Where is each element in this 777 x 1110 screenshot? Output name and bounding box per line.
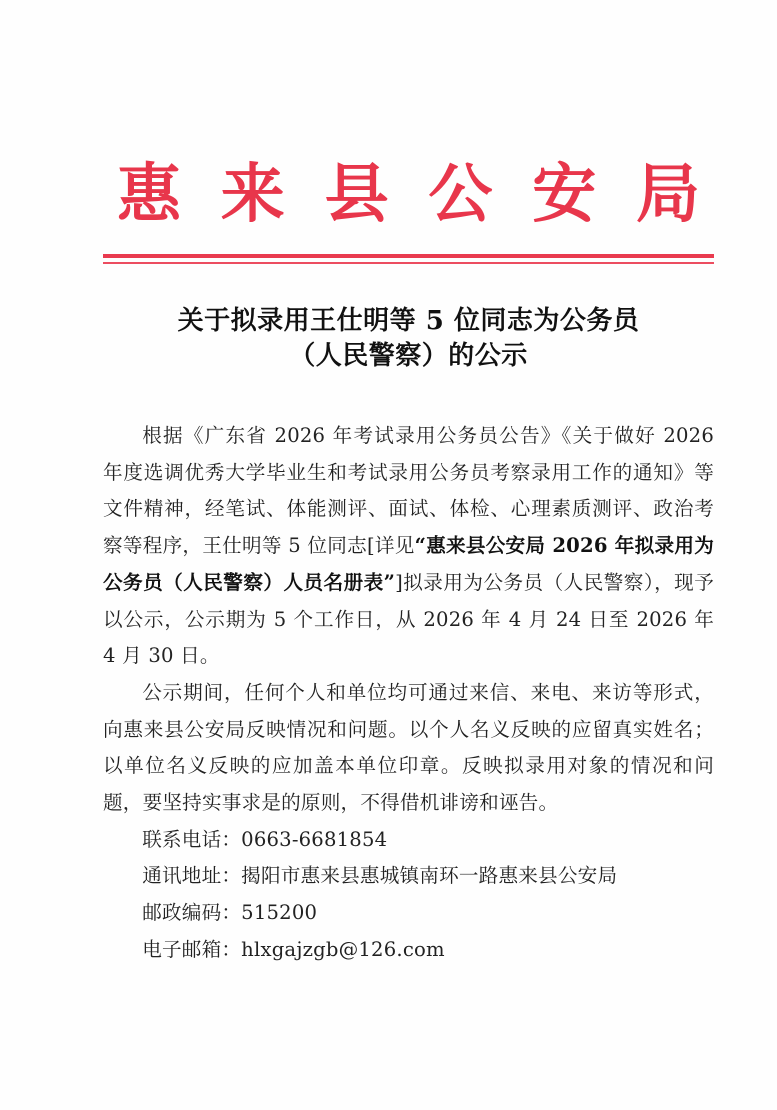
document-body — [103, 418, 714, 969]
letterhead-char: 来 — [220, 157, 285, 232]
contact-email-value: hlxgajzgb@126.com — [241, 937, 445, 961]
contact-address — [103, 858, 714, 895]
body-paragraph-2: 公示期间，任何个人和单位均可通过来信、来电、来访等形式，向惠来县公安局反映情况和问题。以个人名义反映的应留真实姓名；以单位名义反映的应加盖本单位印章。反映拟录用对象的情况和问题，要坚持实事求是的原则，不得借机诽谤和诬告。 — [103, 680, 714, 815]
letterhead-char: 公 — [428, 157, 493, 232]
letterhead-char: 安 — [532, 157, 597, 232]
letterhead-char: 惠 — [117, 157, 181, 232]
contact-postcode-value: 515200 — [241, 901, 318, 925]
letterhead-char: 局 — [635, 157, 700, 232]
letterhead-divider-thin — [103, 262, 714, 264]
letterhead-char: 县 — [324, 157, 389, 232]
contact-email-label: 电子邮箱： — [142, 937, 242, 961]
document-title — [103, 304, 714, 374]
contact-phone — [103, 822, 714, 859]
contact-address-label: 通讯地址： — [142, 864, 242, 888]
letterhead-divider-thick — [103, 254, 714, 258]
contact-phone-label: 联系电话： — [142, 827, 242, 851]
contact-email — [103, 932, 714, 969]
contact-postcode — [103, 895, 714, 932]
contact-address-value: 揭阳市惠来县惠城镇南环一路惠来县公安局 — [241, 864, 618, 888]
document-title-line1: 关于拟录用王仕明等 5 位同志为公务员 — [177, 306, 640, 336]
document-title-line2: （人民警察）的公示 — [289, 341, 528, 371]
para1-text-b: ]拟录用为公务员（人民警察），现予以公示，公示期为 5 个工作日，从 2026 年 4 月 24 日至 2026 年 4 月 30 日。 — [103, 570, 714, 668]
para1-text-a: 根据《广东省 2026 年考试录用公务员公告》《关于做好 2026 年度选调优秀大学毕业生和考试录用公务员考察录用工作的通知》等文件精神，经笔试、体能测评、面试、体检、心理素质测评、政治考察等程序，王仕明等 5 位同志[详见 — [103, 424, 714, 558]
letterhead-org-name — [103, 150, 714, 240]
contact-phone-value: 0663-6681854 — [241, 827, 388, 851]
contact-postcode-label: 邮政编码： — [142, 901, 242, 925]
para1-roster-reference: “惠来县公安局 2026 年拟录用为公务员（人民警察）人员名册表” — [103, 534, 714, 594]
body-paragraph-1 — [103, 418, 714, 675]
